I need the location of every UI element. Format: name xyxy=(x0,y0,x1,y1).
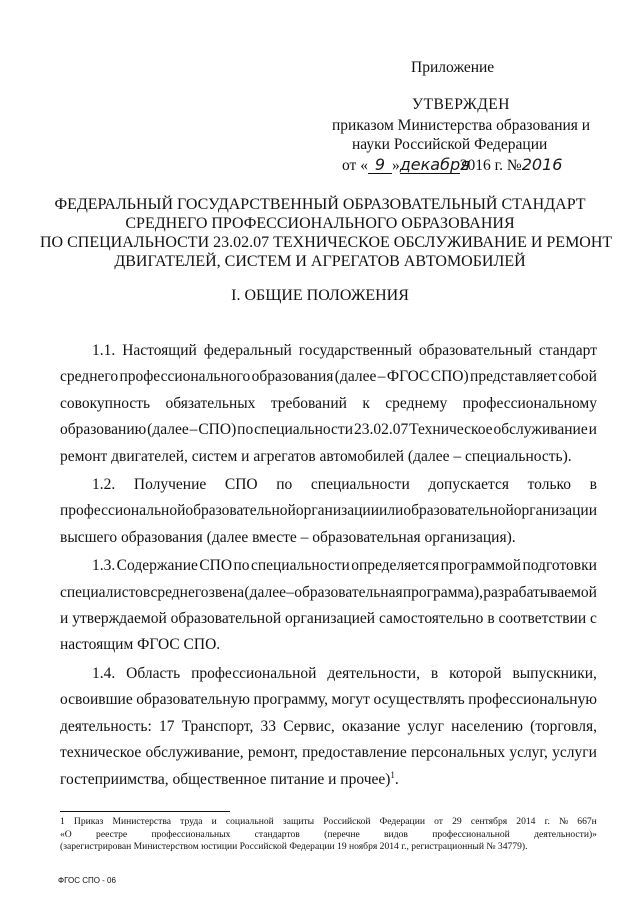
word: деятельности)» xyxy=(534,828,597,840)
word: ремонт, xyxy=(247,744,298,762)
footnote-line xyxy=(60,829,597,842)
handwritten-order-number: 2016 xyxy=(521,155,563,174)
text-line xyxy=(60,606,597,632)
word: образовательную xyxy=(136,691,250,709)
word: программа), xyxy=(402,583,484,601)
word: – xyxy=(377,368,386,386)
text-line xyxy=(60,687,597,713)
word: услуги xyxy=(552,744,597,762)
word: в xyxy=(430,664,439,682)
word: (далее xyxy=(244,583,286,601)
word: выпускники, xyxy=(512,664,597,682)
word: (перечне xyxy=(324,828,360,840)
word: 1.1. xyxy=(92,342,116,359)
approved-label: УТВЕРЖДЕН xyxy=(412,96,510,113)
word: оказание xyxy=(341,717,401,735)
word: или xyxy=(379,502,404,520)
word: 667н xyxy=(577,816,597,827)
title-line: ДВИГАТЕЛЕЙ, СИСТЕМ И АГРЕГАТОВ АВТОМОБИЛЕЙ xyxy=(114,253,526,270)
text-line xyxy=(60,553,597,579)
word: профессиональной xyxy=(191,664,317,682)
word: Содержание xyxy=(116,557,198,575)
text-line xyxy=(60,472,597,498)
word: (торговля, xyxy=(530,717,597,735)
word: Техническое xyxy=(409,421,493,439)
word: только xyxy=(527,476,572,494)
word: собой xyxy=(558,368,597,386)
word: профессиональному xyxy=(462,394,597,412)
word: специальности xyxy=(254,421,353,439)
footnote-line xyxy=(60,816,597,829)
word: представляет xyxy=(470,368,557,386)
text-line xyxy=(60,740,597,766)
word: обслуживание xyxy=(493,421,588,439)
word: к xyxy=(362,394,370,412)
word: ФГОС xyxy=(386,368,430,386)
word: СПО xyxy=(199,557,233,575)
word: техническое xyxy=(60,744,142,762)
text-line xyxy=(60,391,597,417)
footer-code: ФГОС СПО - 06 xyxy=(58,876,116,885)
word: по xyxy=(233,557,250,575)
word: обязательных xyxy=(165,394,256,412)
word: г. xyxy=(544,816,550,827)
word: СПО) xyxy=(430,368,469,386)
word: среднего xyxy=(150,583,209,601)
word: 17 xyxy=(158,717,175,735)
word: допускается xyxy=(428,476,509,494)
word: – xyxy=(286,583,294,601)
word: образовательная xyxy=(294,583,403,601)
word: 33 xyxy=(260,717,277,735)
word: специальности xyxy=(250,557,350,575)
text-segment: ремонт двигателей, систем и агрегатов автомобилей (далее – специальность). xyxy=(60,447,572,465)
word: профессиональной xyxy=(60,502,186,520)
word: обслуживание, xyxy=(145,744,244,762)
word: труда xyxy=(180,816,203,827)
word: Получение xyxy=(133,476,207,494)
word: Сервис, xyxy=(283,717,335,735)
word: освоившие xyxy=(60,691,133,709)
word: организации xyxy=(513,502,598,520)
text-line xyxy=(60,632,597,658)
word: звена xyxy=(208,583,245,601)
word: профессионального xyxy=(119,368,251,386)
text-line xyxy=(60,498,597,524)
text-segment: (зарегистрирован Министерством юстиции Российской Федерации 19 ноября 2014 г., регистрационный № 34779). xyxy=(60,841,528,853)
word: в xyxy=(487,610,495,628)
word: Федерации xyxy=(379,816,425,827)
word: услуг, xyxy=(509,744,548,762)
text-line xyxy=(60,661,597,687)
word: стандартов xyxy=(254,828,300,840)
word: соответствии xyxy=(498,610,587,628)
word: и xyxy=(588,421,597,439)
word: «О xyxy=(60,828,72,840)
text-line xyxy=(60,767,597,793)
word: Министерства xyxy=(112,816,172,827)
date-prefix: от « xyxy=(342,157,368,174)
text-line xyxy=(60,444,597,470)
word: Приказ xyxy=(73,816,104,827)
footnote-line xyxy=(60,841,597,854)
handwritten-month: декабря xyxy=(399,155,470,174)
word: деятельности, xyxy=(327,664,420,682)
word: Транспорт, xyxy=(181,717,254,735)
text-line xyxy=(60,714,597,740)
word: Настоящий xyxy=(122,342,197,359)
text-line xyxy=(60,580,597,606)
order-text-line2: науки Российской Федерации xyxy=(352,136,548,153)
word: среднему xyxy=(385,394,448,412)
word: 1.2. xyxy=(92,476,116,494)
word: подготовки xyxy=(522,557,597,575)
word: СПО) xyxy=(198,421,237,439)
word: могут xyxy=(331,691,370,709)
word: определяется xyxy=(351,557,440,575)
word: организации xyxy=(295,502,380,520)
footnote-ref[interactable]: 1 xyxy=(390,769,395,780)
text-segment: гостеприимства, общественное питание и прочее)$^1$. xyxy=(60,769,399,788)
word: и xyxy=(60,610,69,628)
footnote xyxy=(60,816,597,854)
word: которой xyxy=(449,664,502,682)
word: СПО xyxy=(224,476,258,494)
text-segment: настоящим ФГОС СПО. xyxy=(60,636,221,654)
text-line xyxy=(60,525,597,551)
word: деятельность: xyxy=(60,717,152,735)
word: разрабатываемой xyxy=(483,583,597,601)
word: предоставление xyxy=(302,744,407,762)
word: образовательный xyxy=(418,342,532,359)
word: (далее xyxy=(147,421,189,439)
text-line xyxy=(60,338,597,364)
word: 29 xyxy=(452,816,462,827)
word: специалистов xyxy=(60,583,151,601)
section-heading: I. ОБЩИЕ ПОЛОЖЕНИЯ xyxy=(231,287,409,304)
word: организацией xyxy=(285,610,376,628)
order-date-line xyxy=(342,156,562,175)
year-text: 2016 г. № xyxy=(459,157,522,174)
word: специальности xyxy=(310,476,410,494)
word: по xyxy=(237,421,254,439)
word: с xyxy=(590,610,597,628)
word: 2014 xyxy=(516,816,536,827)
word: образования xyxy=(251,368,334,386)
word: Российской xyxy=(323,816,371,827)
word: программу, xyxy=(253,691,328,709)
word: (далее xyxy=(334,368,377,386)
word: от xyxy=(434,816,443,827)
word: населению xyxy=(451,717,524,735)
word: осуществлять xyxy=(373,691,465,709)
order-text-line1: приказом Министерства образования и xyxy=(332,117,591,134)
text-segment: высшего образования (далее вместе – образовательная организация). xyxy=(60,528,516,546)
word: федеральный xyxy=(203,342,292,359)
word: персональных xyxy=(410,744,506,762)
word: образовательной xyxy=(170,610,282,628)
word: 1.3. xyxy=(92,557,116,575)
word: утверждаемой xyxy=(72,610,167,628)
text-line xyxy=(60,417,597,443)
word: 1.4. xyxy=(92,664,116,682)
title-line: СРЕДНЕГО ПРОФЕССИОНАЛЬНОГО ОБРАЗОВАНИЯ xyxy=(125,215,515,232)
date-mid: » xyxy=(391,157,400,174)
word: образованию xyxy=(60,421,147,439)
word: образовательной xyxy=(185,502,296,520)
word: Область xyxy=(126,664,181,682)
word: среднего xyxy=(60,368,119,386)
word: защиты xyxy=(282,816,315,827)
word: самостоятельно xyxy=(378,610,484,628)
word: – xyxy=(189,421,198,439)
standard-title xyxy=(40,195,613,271)
word: № xyxy=(558,816,569,827)
title-line: ПО СПЕЦИАЛЬНОСТИ 23.02.07 ТЕХНИЧЕСКОЕ ОБСЛУЖИВАНИЕ И РЕМОНТ xyxy=(40,234,613,251)
word: сентября xyxy=(470,816,508,827)
word: профессиональной xyxy=(432,828,510,840)
word: социальной xyxy=(225,816,274,827)
word: образовательной xyxy=(403,502,514,520)
body-text xyxy=(60,338,597,793)
word: стандарт xyxy=(538,342,597,359)
word: профессиональную xyxy=(468,691,597,709)
word: по xyxy=(276,476,293,494)
word: в xyxy=(589,476,597,494)
footnote-divider xyxy=(60,811,230,812)
text-line xyxy=(60,364,597,390)
appendix-label: Приложение xyxy=(411,59,495,76)
word: видов xyxy=(384,828,408,840)
word: реестре xyxy=(96,828,128,840)
word: 1 xyxy=(60,816,65,827)
word: и xyxy=(211,816,217,827)
word: услуг xyxy=(407,717,444,735)
word: профессиональных xyxy=(151,828,231,840)
word: совокупность xyxy=(60,394,151,412)
word: государственный xyxy=(298,342,412,359)
handwritten-day: 9 xyxy=(368,157,392,174)
title-line: ФЕДЕРАЛЬНЫЙ ГОСУДАРСТВЕННЫЙ ОБРАЗОВАТЕЛЬНЫЙ СТАНДАРТ xyxy=(54,196,586,213)
word: 23.02.07 xyxy=(353,421,409,439)
word: программой xyxy=(440,557,522,575)
word: требований xyxy=(270,394,347,412)
